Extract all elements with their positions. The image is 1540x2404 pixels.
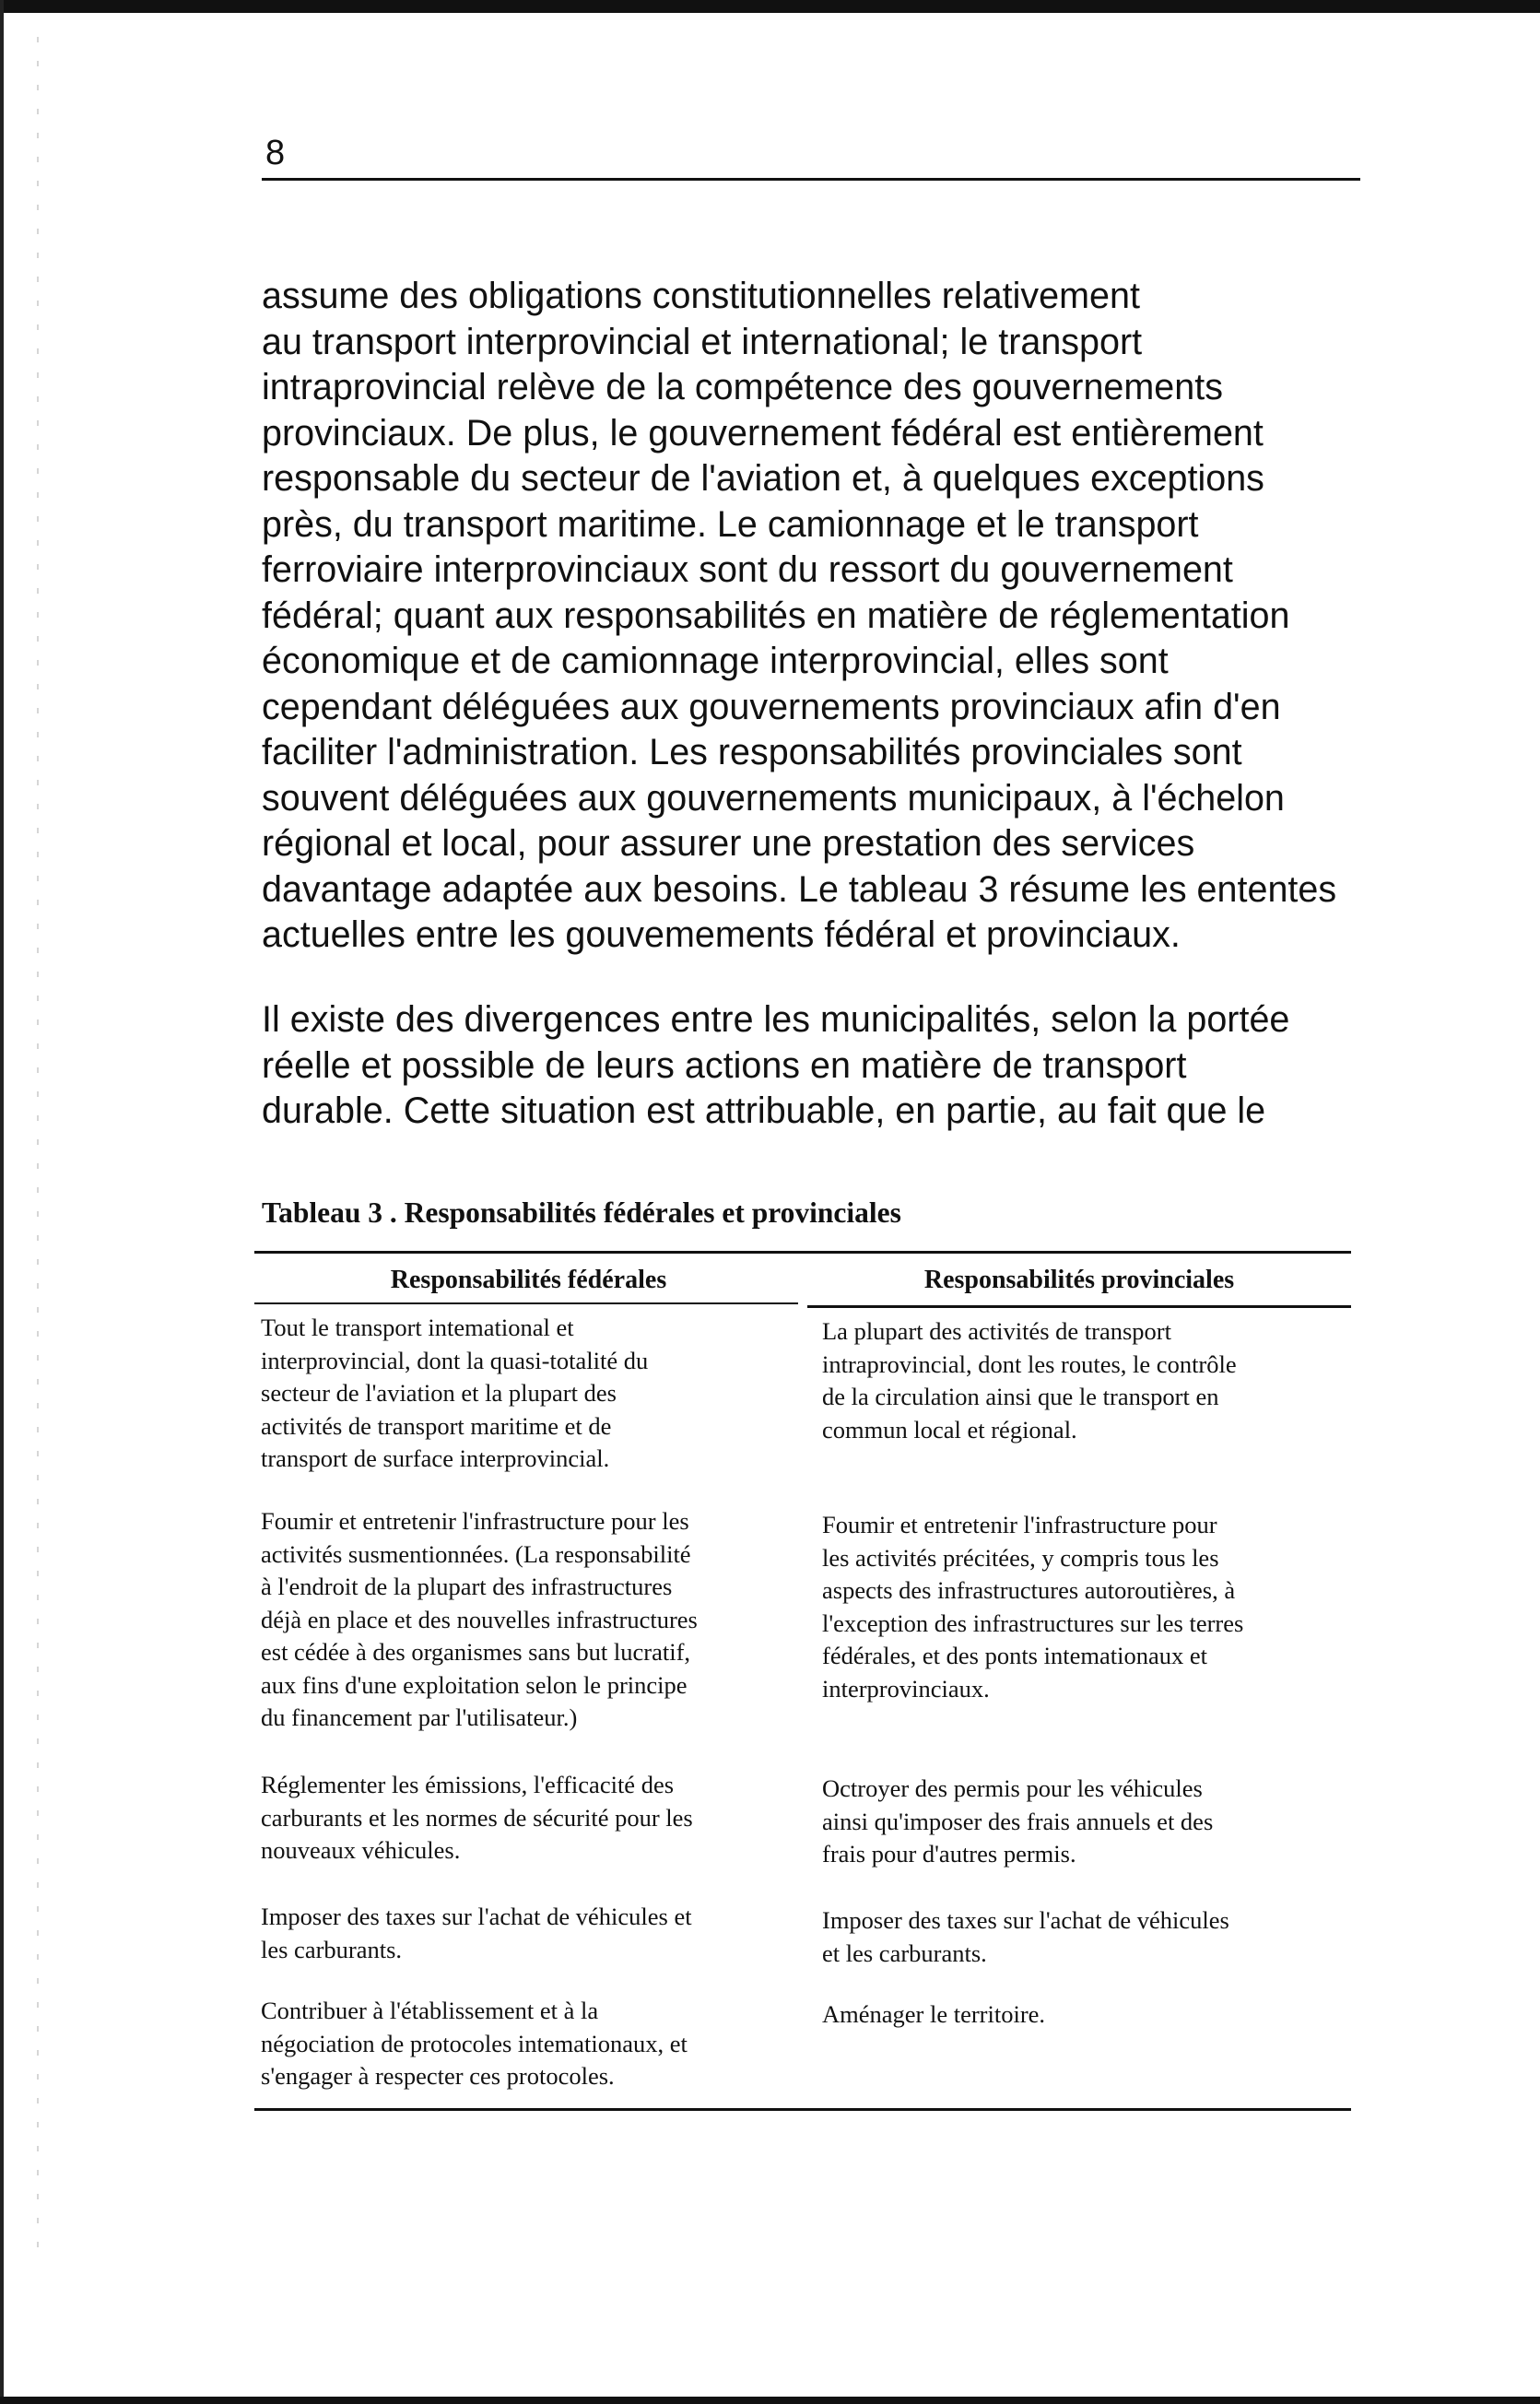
table-cell-provincial	[822, 1315, 1237, 1446]
cell-line: et les carburants.	[822, 1939, 987, 1967]
cell-line: l'exception des infrastructures sur les terres	[822, 1609, 1244, 1637]
cell-line: transport de surface interprovincial.	[261, 1444, 610, 1472]
text-line: fédéral; quant aux responsabilités en matière de réglementation	[262, 595, 1290, 636]
page-number: 8	[265, 134, 286, 172]
cell-line: Foumir et entretenir l'infrastructure pour les	[261, 1507, 689, 1535]
paragraph-2	[262, 997, 1368, 1135]
text-line: au transport interprovincial et international; le transport	[262, 321, 1143, 362]
text-line: souvent déléguées aux gouvernements municipaux, à l'échelon	[262, 777, 1285, 819]
header-rule	[807, 1305, 1351, 1308]
scan-border-left	[0, 0, 4, 2404]
table-cell-federal	[261, 1901, 692, 1966]
table-cell-provincial	[822, 1998, 1045, 2032]
text-line: responsable du secteur de l'aviation et, à quelques exceptions	[262, 458, 1264, 499]
text-line: actuelles entre les gouvemements fédéral et provinciaux.	[262, 914, 1181, 955]
cell-line: à l'endroit de la plupart des infrastructures	[261, 1573, 673, 1600]
table-cell-federal	[261, 1995, 688, 2093]
cell-line: activités susmentionnées. (La responsabilité	[261, 1539, 691, 1568]
cell-line: aux fins d'une exploitation selon le principe	[261, 1670, 688, 1699]
text-line: durable. Cette situation est attribuable, en partie, au fait que le	[262, 1090, 1266, 1131]
text-line: ferroviaire interprovinciaux sont du ressort du gouvernement	[262, 549, 1233, 590]
cell-line: les carburants.	[261, 1935, 403, 1963]
scan-noise	[37, 37, 39, 2249]
text-line: régional et local, pour assurer une prestation des services	[262, 823, 1195, 864]
scan-border-top	[0, 0, 1540, 13]
table-cell-provincial	[822, 1509, 1243, 1705]
cell-line: activités de transport maritime et de	[261, 1411, 612, 1440]
cell-line: La plupart des activités de transport	[822, 1317, 1171, 1345]
cell-line: commun local et régional.	[822, 1415, 1077, 1444]
table-cell-federal	[261, 1312, 648, 1476]
header-rule	[254, 1302, 798, 1304]
column-header-provincial: Responsabilités provinciales	[923, 1266, 1235, 1294]
table-cell-provincial	[822, 1773, 1213, 1871]
cell-line: carburants et les normes de sécurité pour les	[261, 1803, 693, 1832]
cell-line: interprovincial, dont la quasi-totalité du	[261, 1346, 649, 1374]
cell-line: les activités précitées, y compris tous les	[822, 1543, 1219, 1572]
table-caption: Tableau 3 . Responsabilités fédérales et provinciales	[262, 1196, 901, 1229]
cell-line: déjà en place et des nouvelles infrastructures	[261, 1605, 698, 1633]
scan-border-bottom	[0, 2397, 1540, 2404]
cell-line: secteur de l'aviation et la plupart des	[261, 1379, 617, 1407]
cell-line: négociation de protocoles intemationaux, et	[261, 2029, 688, 2057]
column-header-federal: Responsabilités fédérales	[390, 1266, 667, 1294]
cell-line: Foumir et entretenir l'infrastructure pour	[822, 1511, 1217, 1538]
paragraph-1	[262, 274, 1368, 959]
cell-line: du financement par l'utilisateur.)	[261, 1703, 578, 1731]
text-line: économique et de camionnage interprovincial, elles sont	[262, 641, 1169, 681]
text-line: réelle et possible de leurs actions en matière de transport	[262, 1044, 1187, 1086]
text-line: Il existe des divergences entre les municipalités, selon la portée	[262, 999, 1290, 1040]
cell-line: intraprovincial, dont les routes, le contrôle	[822, 1349, 1237, 1378]
cell-line: Aménager le territoire.	[822, 2000, 1046, 2028]
cell-line: fédérales, et des ponts intemationaux et	[822, 1642, 1207, 1669]
cell-line: Réglementer les émissions, l'efficacité des	[261, 1771, 675, 1798]
text-line: près, du transport maritime. Le camionnage et le transport	[262, 503, 1199, 545]
cell-line: Imposer des taxes sur l'achat de véhicules et	[261, 1903, 692, 1930]
text-line: provinciaux. De plus, le gouvernement fédéral est entièrement	[262, 412, 1264, 454]
text-line: davantage adaptée aux besoins. Le tableau 3 résume les ententes	[262, 868, 1337, 910]
cell-line: Contribuer à l'établissement et à la	[261, 1997, 599, 2024]
cell-line: Tout le transport intemational et	[261, 1314, 574, 1341]
page-header	[262, 132, 1360, 181]
table-cell-federal	[261, 1505, 698, 1735]
cell-line: est cédée à des organismes sans but lucratif,	[261, 1638, 691, 1666]
cell-line: nouveaux véhicules.	[261, 1836, 461, 1864]
cell-line: frais pour d'autres permis.	[822, 1840, 1076, 1868]
cell-line: s'engager à respecter ces protocoles.	[261, 2062, 615, 2090]
cell-line: de la circulation ainsi que le transport en	[822, 1383, 1219, 1410]
cell-line: interprovinciaux.	[822, 1674, 990, 1703]
table-cell-provincial	[822, 1904, 1229, 1970]
text-line: assume des obligations constitutionnelles relativement	[262, 276, 1140, 316]
table-top-rule	[254, 1251, 1351, 1254]
cell-line: Octroyer des permis pour les véhicules	[822, 1774, 1203, 1802]
text-line: faciliter l'administration. Les responsabilités provinciales sont	[262, 732, 1242, 772]
cell-line: Imposer des taxes sur l'achat de véhicules	[822, 1906, 1229, 1934]
text-line: cependant déléguées aux gouvernements provinciaux afin d'en	[262, 686, 1281, 727]
table-cell-federal	[261, 1769, 693, 1868]
table-bottom-rule	[254, 2108, 1351, 2111]
cell-line: aspects des infrastructures autoroutières, à	[822, 1576, 1236, 1604]
cell-line: ainsi qu'imposer des frais annuels et des	[822, 1807, 1214, 1835]
text-line: intraprovincial relève de la compétence des gouvernements	[262, 367, 1223, 407]
